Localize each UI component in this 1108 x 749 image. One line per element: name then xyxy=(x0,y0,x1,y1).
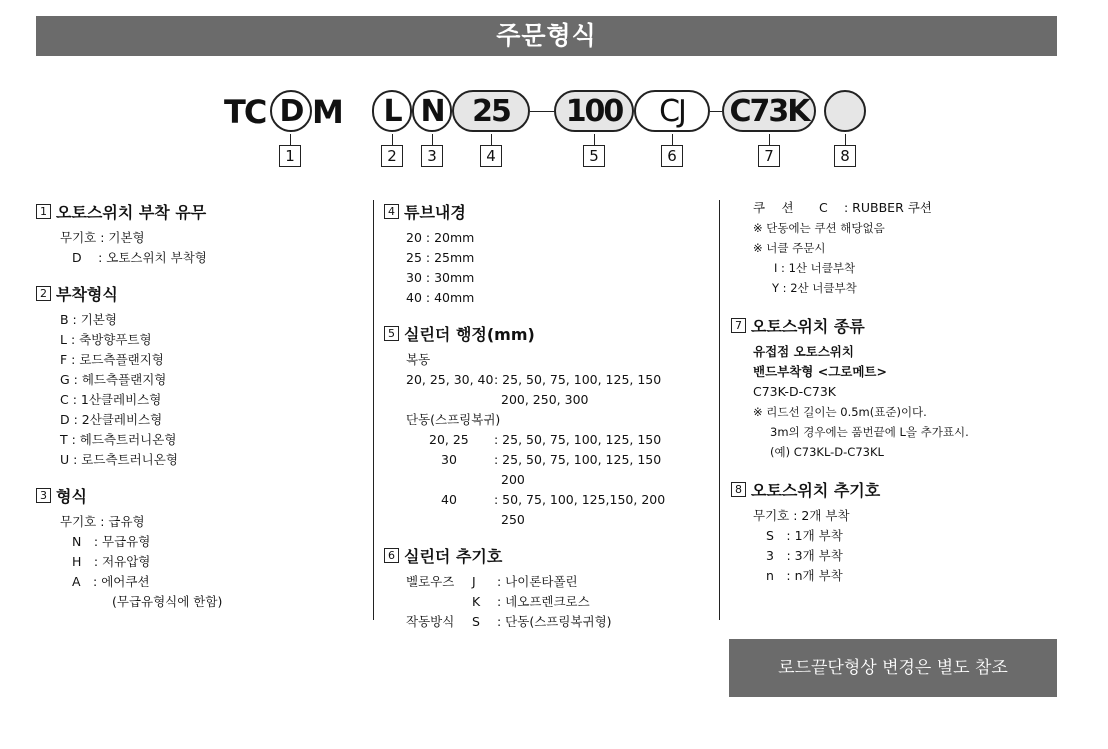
dash xyxy=(530,111,554,112)
stroke-values: : 25, 50, 75, 100, 125, 150 xyxy=(494,372,662,387)
option-line: 40 : 40mm xyxy=(406,290,475,305)
note-line: ※ 너클 주문시 xyxy=(753,241,826,255)
option-line: 25 : 25mm xyxy=(406,250,475,265)
section-number: 5 xyxy=(384,326,399,341)
section-2 xyxy=(36,282,356,470)
stroke-values: : 25, 50, 75, 100, 125, 150 xyxy=(494,452,662,467)
switch-oval: C73K xyxy=(722,90,816,132)
extra-circle xyxy=(824,90,866,132)
option-line: D : 오토스위치 부착형 xyxy=(72,250,207,265)
section-number: 2 xyxy=(36,286,51,301)
index-box-7: 7 xyxy=(758,145,780,167)
section-title: 튜브내경 xyxy=(404,203,466,222)
note-line: ※ 리드선 길이는 0.5m(표준)이다. xyxy=(753,405,927,419)
stroke-bore-key: 40 xyxy=(441,492,457,507)
cushion-code: C xyxy=(819,200,828,215)
stroke-values: : 25, 50, 75, 100, 125, 150 xyxy=(494,432,662,447)
option-line: T : 헤드측트러니온형 xyxy=(60,432,177,447)
stroke-oval: 100 xyxy=(554,90,634,132)
index-box-2: 2 xyxy=(381,145,403,167)
option-desc: : 나이론타폴린 xyxy=(497,574,578,589)
stroke-bore-key: 20, 25 xyxy=(429,432,469,447)
index-box-8: 8 xyxy=(834,145,856,167)
option-line: D : 2산클레비스형 xyxy=(60,412,163,427)
option-line: C : 1산클레비스형 xyxy=(60,392,162,407)
option-line: 20 : 20mm xyxy=(406,230,475,245)
section-6 xyxy=(384,544,714,632)
cushion-oval: CJ xyxy=(634,90,710,132)
option-line: (무급유형식에 한함) xyxy=(112,594,223,609)
section-number: 7 xyxy=(731,318,746,333)
column-right xyxy=(731,198,1061,586)
model-prefix-tc: TC xyxy=(224,93,266,131)
option-line: B : 기본형 xyxy=(60,312,117,327)
option-group-label: 작동방식 xyxy=(406,614,455,629)
option-line: N : 무급유형 xyxy=(72,534,151,549)
rod-end-note: 로드끝단형상 변경은 별도 참조 xyxy=(729,639,1057,697)
section-8 xyxy=(731,478,1061,586)
cushion-desc: : RUBBER 쿠션 xyxy=(844,200,932,215)
code-n-circle: N xyxy=(412,90,452,132)
switch-model-line: C73K-D-C73K xyxy=(753,384,836,399)
note-line: Y : 2산 너클부착 xyxy=(772,281,857,295)
code-l-circle: L xyxy=(372,90,412,132)
cushion-label: 쿠 션 xyxy=(753,200,794,215)
stroke-bore-key: 30 xyxy=(441,452,457,467)
section-title: 오토스위치 추기호 xyxy=(751,481,881,500)
dash xyxy=(710,111,722,112)
note-line: (예) C73KL-D-C73KL xyxy=(770,445,884,459)
section-number: 6 xyxy=(384,548,399,563)
section-3 xyxy=(36,484,356,612)
model-prefix-m: M xyxy=(312,93,342,131)
section-7 xyxy=(731,314,1061,462)
stroke-group-label: 복동 xyxy=(406,352,431,367)
section-1 xyxy=(36,200,356,268)
index-box-6: 6 xyxy=(661,145,683,167)
section-title: 오토스위치 부착 유무 xyxy=(56,203,207,222)
section-title: 오토스위치 종류 xyxy=(751,317,865,336)
option-line: S : 1개 부착 xyxy=(766,528,843,543)
option-line: 무기호 : 기본형 xyxy=(60,230,145,245)
index-box-5: 5 xyxy=(583,145,605,167)
option-line: 30 : 30mm xyxy=(406,270,475,285)
switch-type-line: 밴드부착형 <그로메트> xyxy=(753,364,887,379)
stroke-values: 250 xyxy=(501,512,525,527)
index-box-4: 4 xyxy=(480,145,502,167)
column-divider xyxy=(719,200,720,620)
bore-oval: 25 xyxy=(452,90,530,132)
option-desc: : 네오프렌크로스 xyxy=(497,594,590,609)
stroke-group-label: 단동(스프링복귀) xyxy=(406,412,501,427)
option-line: G : 헤드측플랜지형 xyxy=(60,372,167,387)
note-line: ※ 단동에는 쿠션 해당없음 xyxy=(753,221,885,235)
section-title: 실린더 추기호 xyxy=(404,547,503,566)
option-line: H : 저유압형 xyxy=(72,554,151,569)
option-line: 3 : 3개 부착 xyxy=(766,548,843,563)
section-title: 부착형식 xyxy=(56,285,118,304)
index-box-1: 1 xyxy=(279,145,301,167)
column-middle xyxy=(384,200,714,632)
section-number: 4 xyxy=(384,204,399,219)
switch-type-line: 유접점 오토스위치 xyxy=(753,344,854,359)
section-number: 3 xyxy=(36,488,51,503)
option-line: F : 로드측플랜지형 xyxy=(60,352,164,367)
index-box-3: 3 xyxy=(421,145,443,167)
section-title: 형식 xyxy=(56,487,87,506)
option-line: L : 축방향푸트형 xyxy=(60,332,152,347)
section-5 xyxy=(384,322,714,530)
code-d-circle: D xyxy=(270,90,312,132)
option-line: A : 에어쿠션 xyxy=(72,574,150,589)
section-title: 실린더 행정(mm) xyxy=(404,325,535,344)
stroke-bore-key: 20, 25, 30, 40 xyxy=(406,372,494,387)
column-divider xyxy=(373,200,374,620)
section-number: 1 xyxy=(36,204,51,219)
option-code: K xyxy=(472,594,481,609)
section-4 xyxy=(384,200,714,308)
section-number: 8 xyxy=(731,482,746,497)
option-line: n : n개 부착 xyxy=(766,568,843,583)
note-line: 3m의 경우에는 품번끝에 L을 추가표시. xyxy=(770,425,969,439)
option-code: J xyxy=(472,574,476,589)
model-code-diagram xyxy=(0,84,1108,184)
option-line: U : 로드측트러니온형 xyxy=(60,452,178,467)
column-left xyxy=(36,200,356,612)
option-code: S xyxy=(472,614,480,629)
option-group-label: 벨로우즈 xyxy=(406,574,455,589)
stroke-values: 200, 250, 300 xyxy=(501,392,589,407)
note-line: I : 1산 너클부착 xyxy=(774,261,856,275)
page-title: 주문형식 xyxy=(36,16,1057,56)
option-line: 무기호 : 급유형 xyxy=(60,514,145,529)
stroke-values: 200 xyxy=(501,472,525,487)
option-line: 무기호 : 2개 부착 xyxy=(753,508,850,523)
stroke-values: : 50, 75, 100, 125,150, 200 xyxy=(494,492,666,507)
option-desc: : 단동(스프링복귀형) xyxy=(497,614,612,629)
section-cushion xyxy=(731,198,1061,298)
